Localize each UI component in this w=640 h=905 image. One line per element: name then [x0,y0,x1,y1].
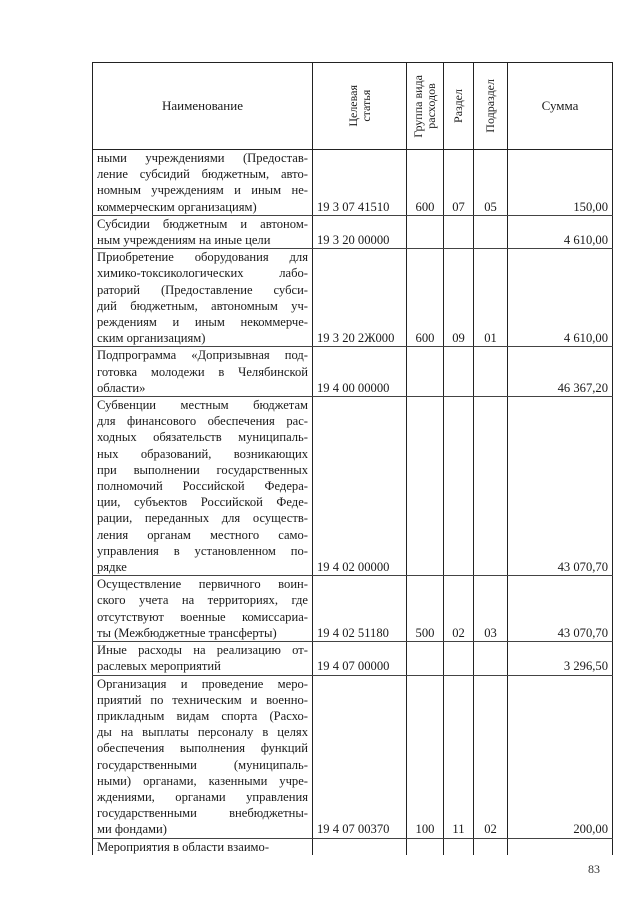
row-amount: 4 610,00 [508,215,613,248]
table-row [93,642,613,675]
table-row [93,249,613,347]
header-section: Раздел [444,63,474,150]
row-name-line: ными учреждениями (Предостав- [97,151,308,165]
row-name-line: полномочий Российской Федера- [97,479,308,494]
row-amount: 150,00 [508,150,613,216]
row-expense-group: 100 [407,675,444,838]
row-name-line: прикладным видам спорта (Расхо- [97,708,308,723]
row-name-line: химико-токсикологических лабо- [97,266,308,281]
table-row [93,215,613,248]
row-name-line: номным учреждениям и иным не- [97,183,308,198]
row-name-line: Подпрограмма «Допризывная под- [97,348,308,363]
header-name: Наименование [93,63,313,150]
row-section: 07 [444,150,474,216]
row-name-line: ского учета на территориях, где [97,593,308,608]
row-expense-group [407,215,444,248]
row-name-line: государственными внебюджетны- [97,806,308,821]
row-subsection [474,642,508,675]
table-row [93,397,613,576]
row-subsection [474,397,508,576]
row-section [444,838,474,855]
row-section: 11 [444,675,474,838]
row-expense-group [407,397,444,576]
row-target-article: 19 3 20 00000 [313,215,407,248]
row-name [93,249,313,347]
row-section: 02 [444,576,474,642]
row-name [93,576,313,642]
row-name-line: ми фондами) [97,822,167,837]
row-name-line: рации, переданных для осуществ- [97,511,308,526]
row-target-article: 19 4 07 00370 [313,675,407,838]
row-name-line: ции, субъектов Российской Феде- [97,495,308,510]
row-name [93,642,313,675]
row-name-line: рядке [97,560,127,575]
table-row [93,675,613,838]
row-name-line: приятий по техническим и военно- [97,692,308,707]
row-section [444,642,474,675]
row-target-article: 19 4 02 51180 [313,576,407,642]
row-section: 09 [444,249,474,347]
row-name-line: ты (Межбюджетные трансферты) [97,625,277,640]
row-name-line: ных образований, возникающих [97,446,308,461]
header-subsection: Подраздел [474,63,508,150]
row-section [444,397,474,576]
row-subsection: 03 [474,576,508,642]
row-name [93,215,313,248]
row-subsection: 05 [474,150,508,216]
row-name-line: управления в установленном по- [97,543,308,558]
row-name-line: для финансового обеспечения рас- [97,414,308,429]
header-amount: Сумма [508,63,613,150]
row-name-line: отсутствуют военные комиссариа- [97,609,308,624]
row-name-line: ским организациям) [97,331,206,346]
row-name-line: ды на выплаты персоналу в целях [97,725,308,740]
table-row [93,347,613,397]
row-expense-group: 600 [407,150,444,216]
row-name-line: ление субсидий бюджетным, авто- [97,167,308,182]
page-number: 83 [588,862,600,876]
row-name-line: ходных обязательств муниципаль- [97,430,308,445]
row-amount: 43 070,70 [508,397,613,576]
row-name-line: Организация и проведение меро- [97,676,308,691]
row-name-line: Субвенции местным бюджетам [97,398,308,413]
row-amount: 43 070,70 [508,576,613,642]
row-name-line: реждениям и иным некоммерче- [97,315,308,330]
header-target-article: Целевая статья [313,63,407,150]
row-name-line: ления органам местного само- [97,527,308,542]
row-name-line: государственными (муниципаль- [97,757,308,772]
row-name-line: Иные расходы на реализацию от- [97,643,308,658]
row-section [444,215,474,248]
row-name [93,150,313,216]
row-name-line: раслевых мероприятий [97,659,221,674]
row-target-article: 19 3 07 41510 [313,150,407,216]
row-name-line: ным учреждениям на иные цели [97,233,271,248]
table-body [93,150,613,855]
row-section [444,347,474,397]
row-expense-group [407,347,444,397]
table-row [93,150,613,216]
row-subsection [474,347,508,397]
row-expense-group: 600 [407,249,444,347]
row-name-line: при выполнении государственных [97,462,308,477]
row-name-line: обеспечения выполнения функций [97,741,308,756]
row-name [93,675,313,838]
row-name-line: дий бюджетным, автономным уч- [97,298,308,313]
row-name-line: Осуществление первичного воин- [97,577,308,592]
row-name [93,347,313,397]
row-subsection: 01 [474,249,508,347]
row-amount: 4 610,00 [508,249,613,347]
row-expense-group: 500 [407,576,444,642]
row-name-line: ждениями, органами управления [97,789,308,804]
row-target-article: 19 3 20 2Ж000 [313,249,407,347]
row-name-line: Мероприятия в области взаимо- [97,839,270,854]
header-expense-group: Группа вида расходов [407,63,444,150]
row-name-line: готовка молодежи в Челябинской [97,364,308,379]
row-subsection: 02 [474,675,508,838]
row-name-line: раторий (Предоставление субси- [97,282,308,297]
row-amount: 3 296,50 [508,642,613,675]
row-target-article [313,838,407,855]
table-row [93,576,613,642]
row-target-article: 19 4 07 00000 [313,642,407,675]
row-name-line: Субсидии бюджетным и автоном- [97,216,308,231]
row-name [93,838,313,855]
row-name-line: области» [97,380,146,395]
row-name [93,397,313,576]
row-amount: 46 367,20 [508,347,613,397]
row-amount: 200,00 [508,675,613,838]
table-header-row [93,63,613,150]
table-row [93,838,613,855]
budget-table [92,62,613,855]
row-name-line: ными) органами, казенными учре- [97,773,308,788]
row-expense-group [407,838,444,855]
row-subsection [474,838,508,855]
row-name-line: коммерческим организациям) [97,199,257,214]
row-subsection [474,215,508,248]
row-name-line: Приобретение оборудования для [97,250,308,265]
row-target-article: 19 4 02 00000 [313,397,407,576]
row-expense-group [407,642,444,675]
row-amount [508,838,613,855]
row-target-article: 19 4 00 00000 [313,347,407,397]
